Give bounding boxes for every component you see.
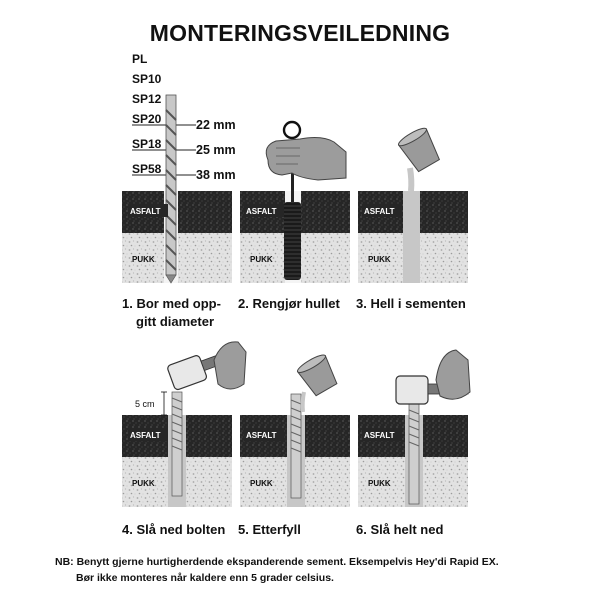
cement-cup-icon (397, 126, 443, 174)
step-6-caption: 6. Slå helt ned (356, 522, 444, 537)
asphalt-label: ASFALT (130, 207, 161, 216)
model-label-sp12: SP12 (132, 92, 162, 106)
hand-icon (266, 138, 346, 180)
panel-4-drive-bolt (122, 341, 246, 507)
model-leader-lines (132, 125, 196, 175)
panel-5-refill (240, 352, 350, 507)
step-2-caption: 2. Rengjør hullet (238, 296, 340, 311)
cement-filled-hole (403, 191, 420, 283)
drill-bit (166, 95, 176, 275)
panel-1-drill (122, 95, 232, 283)
cleaning-brush (284, 202, 301, 280)
gravel-label: PUKK (250, 255, 273, 264)
note-line-1: NB: Benytt gjerne hurtigherdende ekspanderende sement. Eksempelvis Hey'di Rapid EX. (55, 556, 499, 568)
step-3-caption: 3. Hell i sementen (356, 296, 466, 311)
gravel-label: PUKK (368, 479, 391, 488)
note-line-2: Bør ikke monteres når kaldere enn 5 grader celsius. (76, 572, 334, 584)
panel-6-drive-fully (358, 350, 470, 507)
panel-2-clean (240, 122, 350, 283)
cement-stream (303, 392, 304, 412)
asphalt-label: ASFALT (364, 431, 395, 440)
model-label-sp20: SP20 (132, 112, 162, 126)
diameter-38mm: 38 mm (196, 168, 236, 182)
step-1-caption (122, 295, 221, 331)
step-1-line1: 1. Bor med opp- (122, 296, 221, 311)
asphalt-label: ASFALT (130, 431, 161, 440)
model-label-sp10: SP10 (132, 72, 162, 86)
gravel-label: PUKK (250, 479, 273, 488)
gravel-label: PUKK (132, 479, 155, 488)
asphalt-label: ASFALT (364, 207, 395, 216)
hand-icon (436, 350, 470, 399)
asphalt-label: ASFALT (246, 431, 277, 440)
diameter-25mm: 25 mm (196, 143, 236, 157)
hand-icon (214, 342, 246, 389)
gravel-label: PUKK (132, 255, 155, 264)
step-4-caption: 4. Slå ned bolten (122, 522, 226, 537)
step-1-line2: gitt diameter (136, 314, 215, 329)
model-label-sp18: SP18 (132, 137, 162, 151)
model-label-sp58: SP58 (132, 162, 162, 176)
diameter-22mm: 22 mm (196, 118, 236, 132)
page-title: MONTERINGSVEILEDNING (149, 20, 451, 46)
panel-3-pour (358, 126, 468, 283)
gravel-label: PUKK (368, 255, 391, 264)
cement-stream (410, 168, 411, 191)
model-label-pl: PL (132, 52, 148, 66)
cement-cup-icon (296, 352, 341, 397)
brush-ring (284, 122, 300, 138)
asphalt-label: ASFALT (246, 207, 277, 216)
step-5-caption: 5. Etterfyll (238, 522, 301, 537)
depth-marker-label: 5 cm (135, 399, 155, 409)
